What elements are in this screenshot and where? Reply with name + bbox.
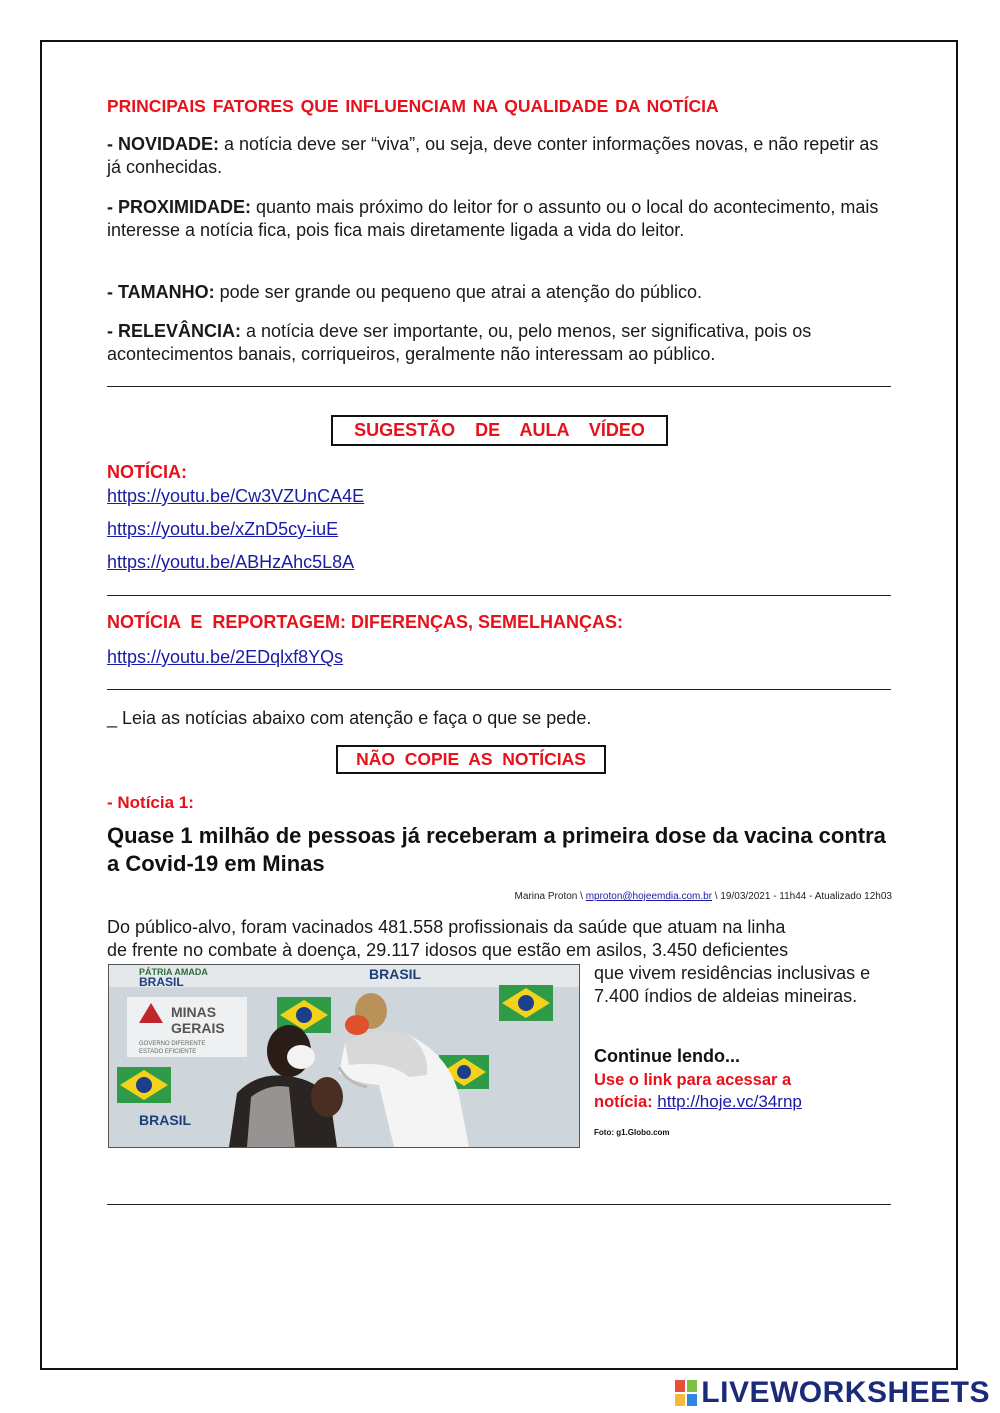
divider bbox=[107, 1204, 891, 1205]
flag-left bbox=[117, 1067, 171, 1103]
vaccination-photo bbox=[108, 964, 580, 1148]
video-link-1[interactable]: https://youtu.be/Cw3VZUnCA4E bbox=[107, 486, 365, 506]
photo-text-patria-top: PÁTRIA AMADA bbox=[139, 967, 208, 977]
video-link-2[interactable]: https://youtu.be/xZnD5cy-iuE bbox=[107, 519, 339, 539]
photo-text-minas: MINAS bbox=[171, 1004, 217, 1020]
video-link-3[interactable]: https://youtu.be/ABHzAhc5L8A bbox=[107, 552, 355, 572]
photo-credit: Foto: g1.Globo.com bbox=[594, 1128, 670, 1137]
link-prompt-text: Use o link para acessar a notícia: bbox=[594, 1071, 792, 1111]
photo-text-gerais: GERAIS bbox=[171, 1020, 225, 1036]
news1-byline bbox=[515, 891, 892, 902]
news1-body-line2: de frente no combate à doença, 29.117 idosos que estão em asilos, 3.450 deficientes bbox=[107, 940, 789, 960]
byline-email-link[interactable]: mproton@hojeemdia.com.br bbox=[585, 891, 713, 902]
factor-text: quanto mais próximo do leitor for o assunto ou o local do acontecimento, mais interesse a notícia fica, pois fica mais diretamente ligada a vida do leitor. bbox=[107, 197, 879, 240]
vaccination-photo-illustration bbox=[109, 965, 579, 1147]
photo-text-brasil-bottom: BRASIL bbox=[139, 1112, 192, 1128]
factor-proximidade bbox=[107, 196, 897, 242]
factor-label: - NOVIDADE: bbox=[107, 134, 219, 154]
factor-label: - RELEVÂNCIA: bbox=[107, 321, 241, 341]
factor-text: a notícia deve ser “viva”, ou seja, deve conter informações novas, e não repetir as já conhecidas. bbox=[107, 134, 879, 177]
instruction-text: _ Leia as notícias abaixo com atenção e faça o que se pede. bbox=[107, 708, 592, 728]
byline-author: Marina Proton \ bbox=[514, 891, 586, 902]
video-suggestion-title: SUGESTÃO DE AULA VÍDEO bbox=[331, 415, 668, 446]
divider bbox=[107, 386, 891, 387]
factor-text: pode ser grande ou pequeno que atrai a atenção do público. bbox=[214, 282, 703, 302]
factor-novidade bbox=[107, 133, 897, 179]
news1-label: - Notícia 1: bbox=[107, 793, 194, 812]
photo-text-brasil-top2: BRASIL bbox=[369, 966, 422, 982]
news1-body-cont: que vivem residências inclusivas e 7.400 índios de aldeias mineiras. bbox=[594, 963, 871, 1006]
link-prompt bbox=[594, 1069, 854, 1113]
divider bbox=[107, 689, 891, 690]
liveworksheets-brand: LIVEWORKSHEETS bbox=[701, 1376, 990, 1409]
noticia-label: NOTÍCIA: bbox=[107, 462, 187, 482]
factor-label: - TAMANHO: bbox=[107, 282, 215, 302]
factor-tamanho bbox=[107, 281, 897, 304]
factor-relevancia bbox=[107, 320, 897, 366]
continue-reading: Continue lendo... bbox=[594, 1046, 740, 1066]
flag-right bbox=[499, 985, 553, 1021]
diff-video-link[interactable]: https://youtu.be/2EDqlxf8YQs bbox=[107, 647, 344, 667]
photo-text-estado: ESTADO EFICIENTE bbox=[139, 1049, 197, 1055]
liveworksheets-logo bbox=[675, 1376, 990, 1410]
no-copy-warning: NÃO COPIE AS NOTÍCIAS bbox=[336, 745, 606, 774]
news1-headline: Quase 1 milhão de pessoas já receberam a primeira dose da vacina contra a Covid-19 em Minas bbox=[107, 823, 886, 876]
photo-text-brasil-top: BRASIL bbox=[139, 975, 184, 989]
liveworksheets-icon bbox=[675, 1380, 697, 1406]
news1-body-line1: Do público-alvo, foram vacinados 481.558 profissionais da saúde que atuam na linha bbox=[107, 917, 786, 937]
factors-heading: PRINCIPAIS FATORES QUE INFLUENCIAM NA QUALIDADE DA NOTÍCIA bbox=[107, 96, 719, 116]
factor-text: a notícia deve ser importante, ou, pelo menos, ser significativa, pois os acontecimentos banais, corriqueiros, geralmente não interessam ao público. bbox=[107, 321, 812, 364]
factor-label: - PROXIMIDADE: bbox=[107, 197, 251, 217]
divider bbox=[107, 595, 891, 596]
news1-link[interactable]: http://hoje.vc/34rnp bbox=[657, 1092, 802, 1111]
byline-date: \ 19/03/2021 - 11h44 - Atualizado 12h03 bbox=[712, 891, 892, 902]
photo-text-governo: GOVERNO DIFERENTE bbox=[139, 1041, 206, 1047]
diff-heading: NOTÍCIA E REPORTAGEM: DIFERENÇAS, SEMELHANÇAS: bbox=[107, 612, 624, 632]
